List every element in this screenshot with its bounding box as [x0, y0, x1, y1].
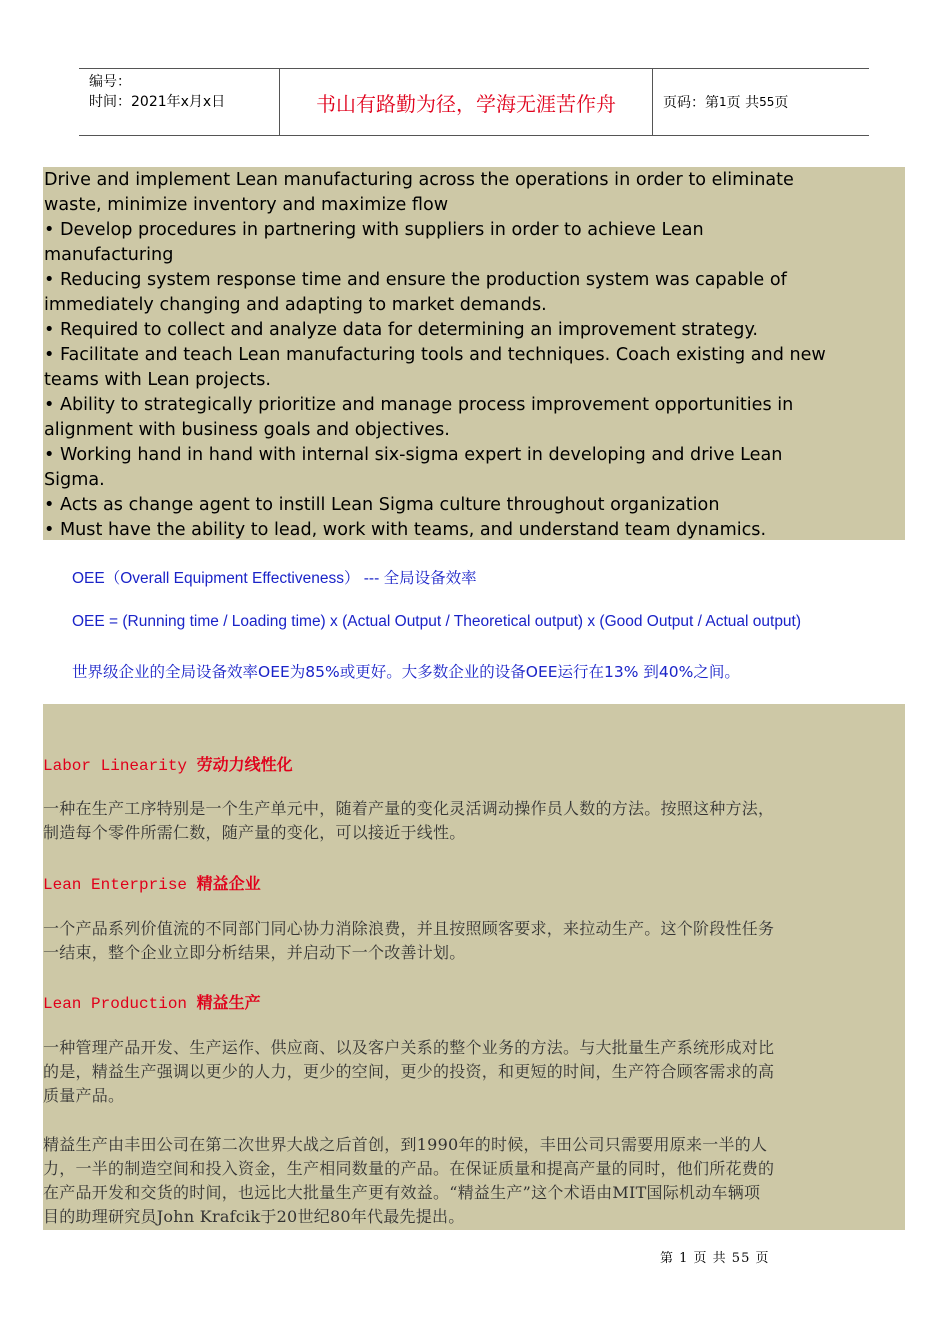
- responsibilities-box: [43, 167, 905, 540]
- responsibility-line: • Acts as change agent to instill Lean Sigma culture throughout organization: [44, 495, 720, 515]
- oee-definition: OEE（Overall Equipment Effectiveness） --- 全局设备效率: [72, 569, 477, 587]
- oee-benchmark: 世界级企业的全局设备效率OEE为85%或更好。大多数企业的设备OEE运行在13% 到40%之间。: [72, 663, 740, 681]
- responsibility-line: • Working hand in hand with internal six-sigma expert in developing and drive Lean: [44, 445, 783, 465]
- header-page-info: 页码：第 1 页 共 55 页: [663, 95, 789, 111]
- glossary-term: Labor Linearity 劳动力线性化: [43, 755, 293, 775]
- responsibility-line: • Ability to strategically prioritize and manage process improvement opportunities in: [44, 395, 794, 415]
- responsibility-line: • Reducing system response time and ensure the production system was capable of: [44, 270, 787, 290]
- history-paragraph: 精益生产由丰田公司在第二次世界大战之后首创，到1990年的时候，丰田公司只需要用原来一半的人 力，一半的制造空间和投入资金，生产相同数量的产品。在保证质量和提高产量的同时，他们所花费的 在产品开发和交货的时间，也远比大批量生产更有效益。“精益生产”这个术语由MIT国际机动车辆项 目的助理研究员John Krafcik于20世纪80年代最先提出。: [43, 1135, 775, 1226]
- responsibility-line: • Required to collect and analyze data for determining an improvement strategy.: [44, 320, 758, 340]
- responsibility-line: Drive and implement Lean manufacturing across the operations in order to eliminate: [44, 170, 794, 190]
- header-meta: [79, 69, 280, 135]
- oee-formula: OEE = (Running time / Loading time) x (Actual Output / Theoretical output) x (Good Output / Actual output): [72, 613, 802, 630]
- glossary-definition: 一种在生产工序特别是一个生产单元中，随着产量的变化灵活调动操作员人数的方法。按照这种方法， 制造每个零件所需仁数，随产量的变化，可以接近于线性。: [43, 799, 775, 842]
- code-label: 编号：: [89, 74, 131, 90]
- responsibility-line: • Develop procedures in partnering with suppliers in order to achieve Lean: [44, 220, 704, 240]
- time-label: 时间：2021年x月x日: [89, 94, 226, 110]
- responsibility-line: • Facilitate and teach Lean manufacturing tools and techniques. Coach existing and new: [44, 345, 826, 365]
- responsibility-line: manufacturing: [44, 245, 174, 265]
- responsibility-line: Sigma.: [44, 470, 105, 490]
- responsibility-line: waste, minimize inventory and maximize flow: [44, 195, 449, 215]
- header-motto: 书山有路勤为径，学海无涯苦作舟: [280, 69, 653, 135]
- page-footer: 第 1 页 共 55 页: [660, 1251, 770, 1266]
- glossary-definition: 一种管理产品开发、生产运作、供应商、以及客户关系的整个业务的方法。与大批量生产系统形成对比 的是，精益生产强调以更少的人力，更少的空间，更少的投资，和更短的时间，生产符合顾客需求的高 质量产品。: [43, 1038, 775, 1105]
- responsibility-line: alignment with business goals and objectives.: [44, 420, 450, 440]
- responsibility-line: • Must have the ability to lead, work with teams, and understand team dynamics.: [44, 520, 767, 540]
- responsibility-line: immediately changing and adapting to market demands.: [44, 295, 547, 315]
- glossary-definition: 一个产品系列价值流的不同部门同心协力消除浪费，并且按照顾客要求，来拉动生产。这个阶段性任务 一结束，整个企业立即分析结果，并启动下一个改善计划。: [43, 919, 775, 962]
- glossary-term: Lean Enterprise 精益企业: [43, 874, 261, 894]
- document-header: [79, 68, 869, 136]
- responsibility-line: teams with Lean projects.: [44, 370, 271, 390]
- glossary-term: Lean Production 精益生产: [43, 993, 261, 1013]
